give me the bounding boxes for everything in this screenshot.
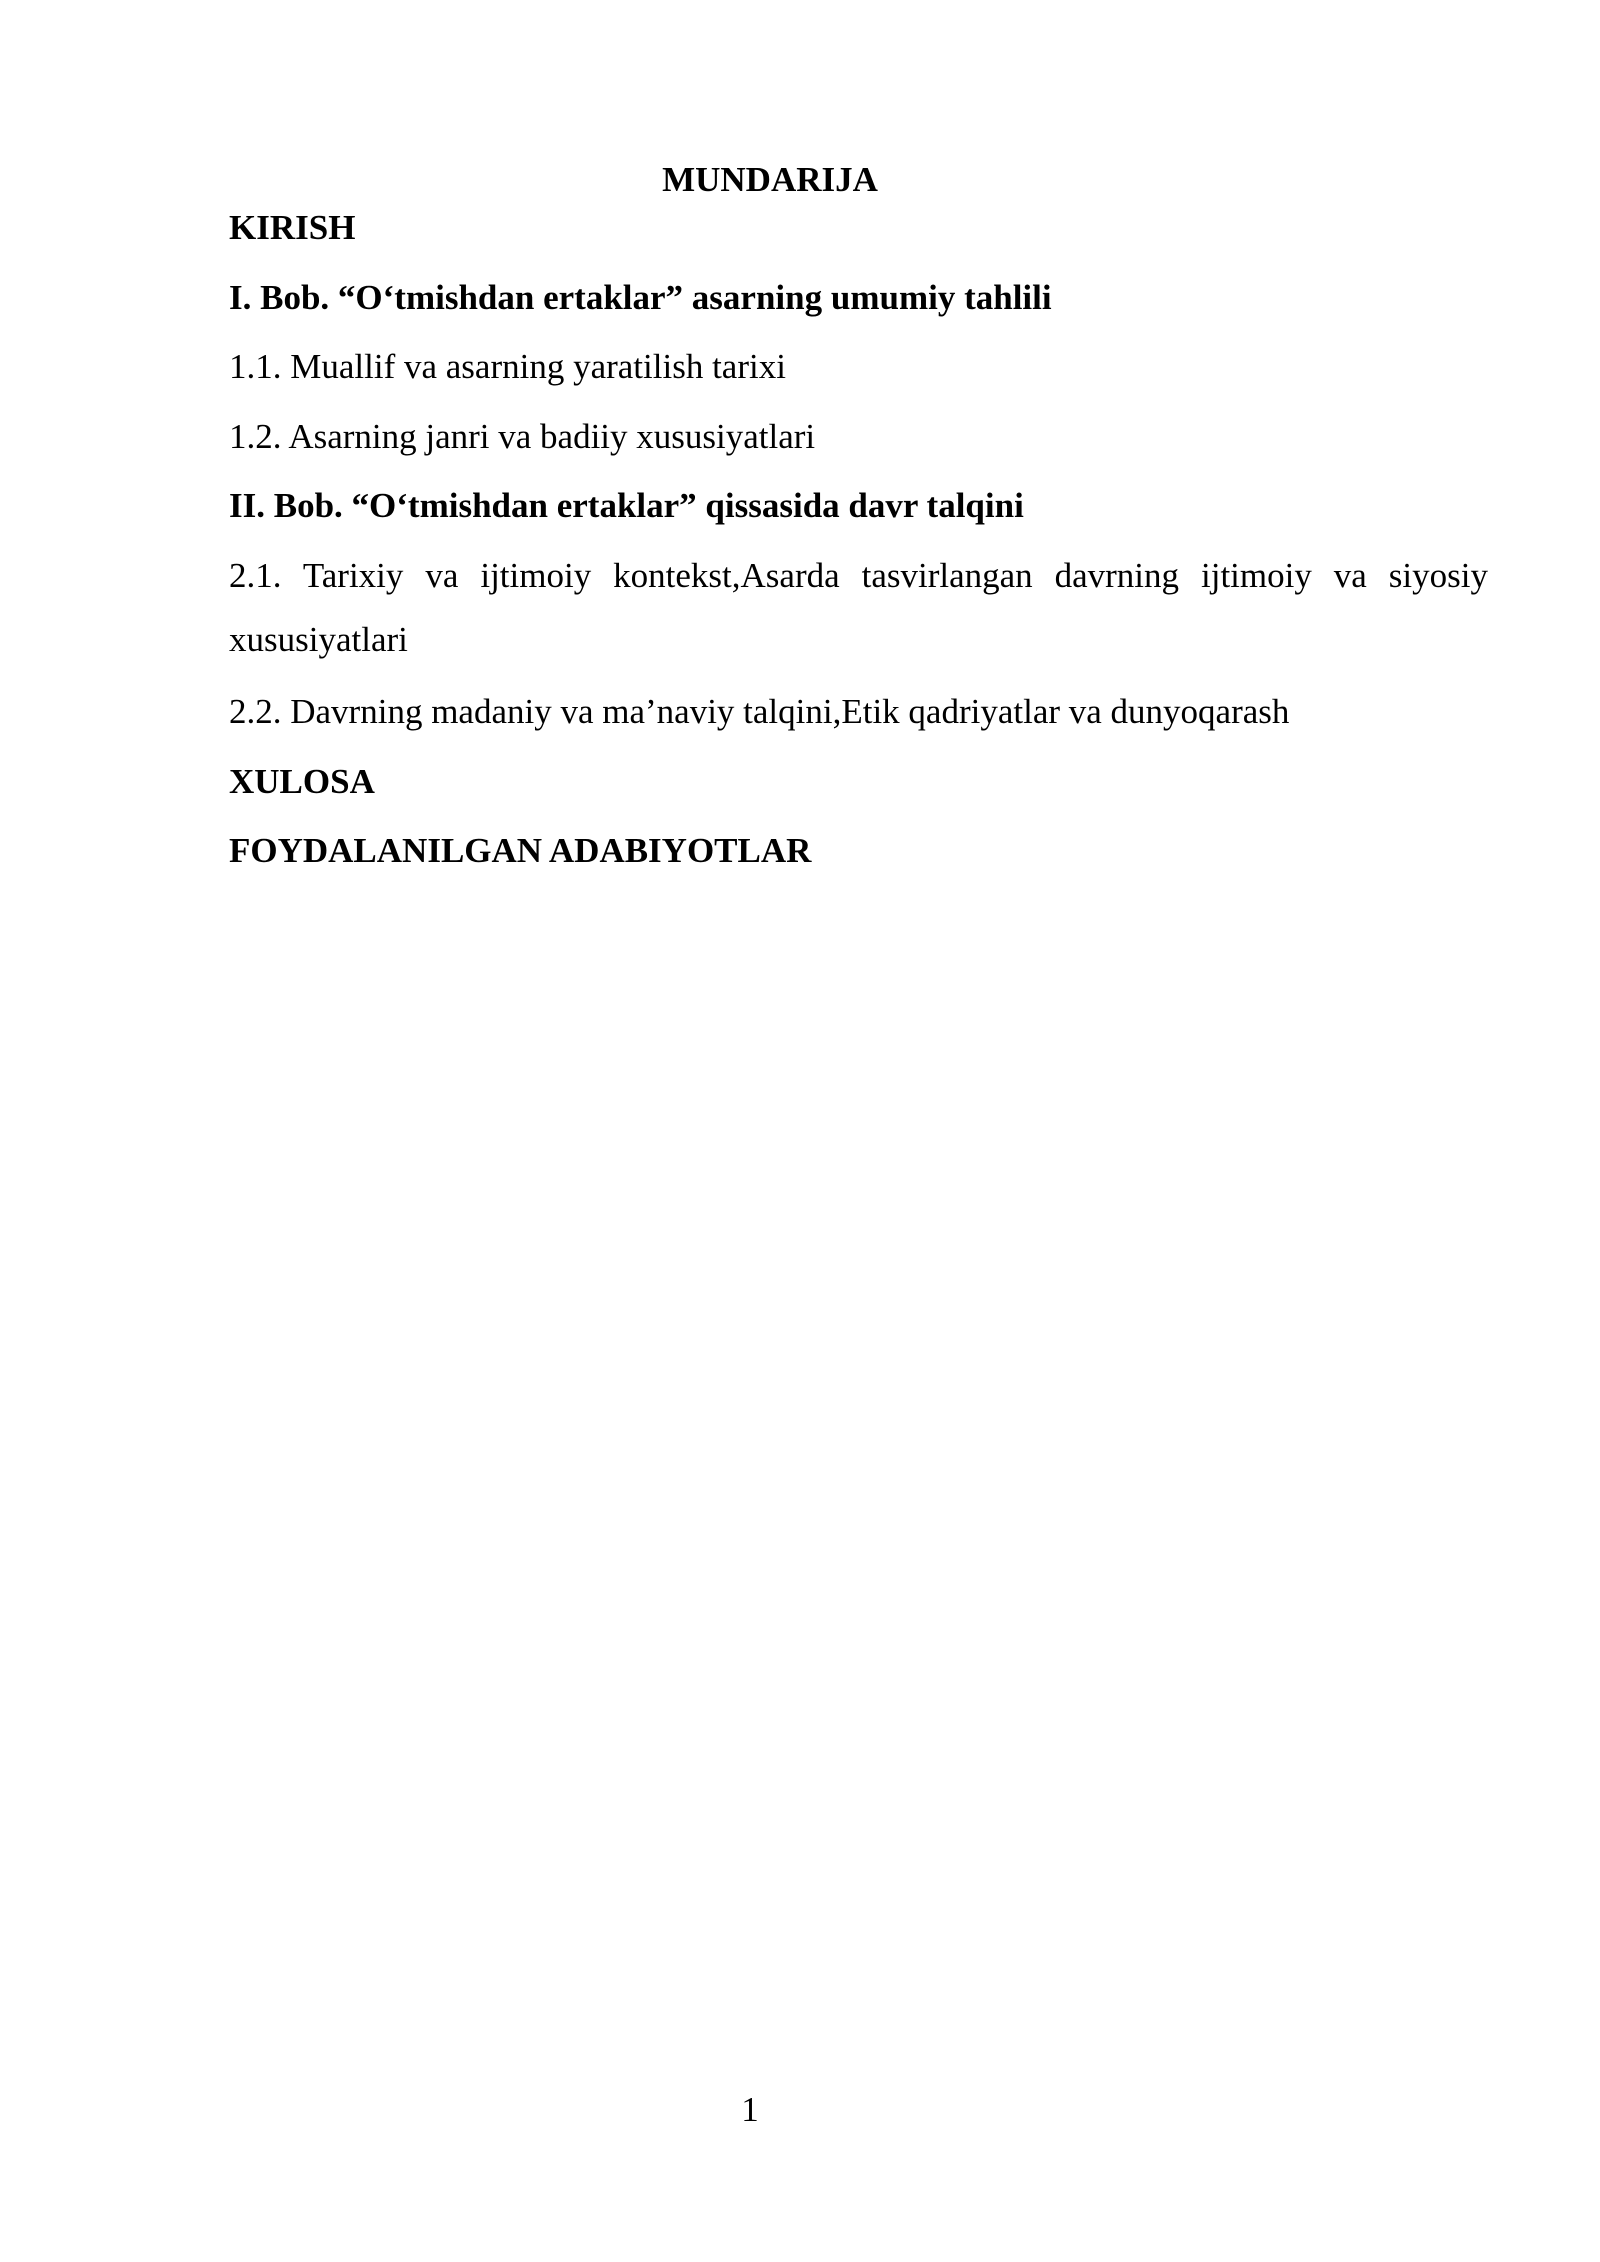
toc-entry-section-1-2: 1.2. Asarning janri va badiiy xususiyatlari	[229, 417, 816, 456]
toc-entry-section-2-2: 2.2. Davrning madaniy va ma’naviy talqini,Etik qadriyatlar va dunyoqarash	[229, 692, 1290, 731]
page-number: 1	[741, 2090, 759, 2129]
page-title: MUNDARIJA	[662, 160, 878, 199]
toc-entry-kirish: KIRISH	[229, 208, 356, 247]
toc-entry-chapter-1: I. Bob. “O‘tmishdan ertaklar” asarning umumiy tahlili	[229, 278, 1052, 317]
toc-entry-section-2-1: 2.1. Tarixiy va ijtimoiy kontekst,Asarda tasvirlangan davrning ijtimoiy va siyosiy xususiyatlari	[229, 556, 1488, 659]
toc-entry-chapter-2: II. Bob. “O‘tmishdan ertaklar” qissasida davr talqini	[229, 486, 1024, 525]
toc-entry-xulosa: XULOSA	[229, 762, 375, 801]
toc-entry-references: FOYDALANILGAN ADABIYOTLAR	[229, 831, 812, 870]
toc-entry-section-1-1: 1.1. Muallif va asarning yaratilish tarixi	[229, 347, 786, 386]
